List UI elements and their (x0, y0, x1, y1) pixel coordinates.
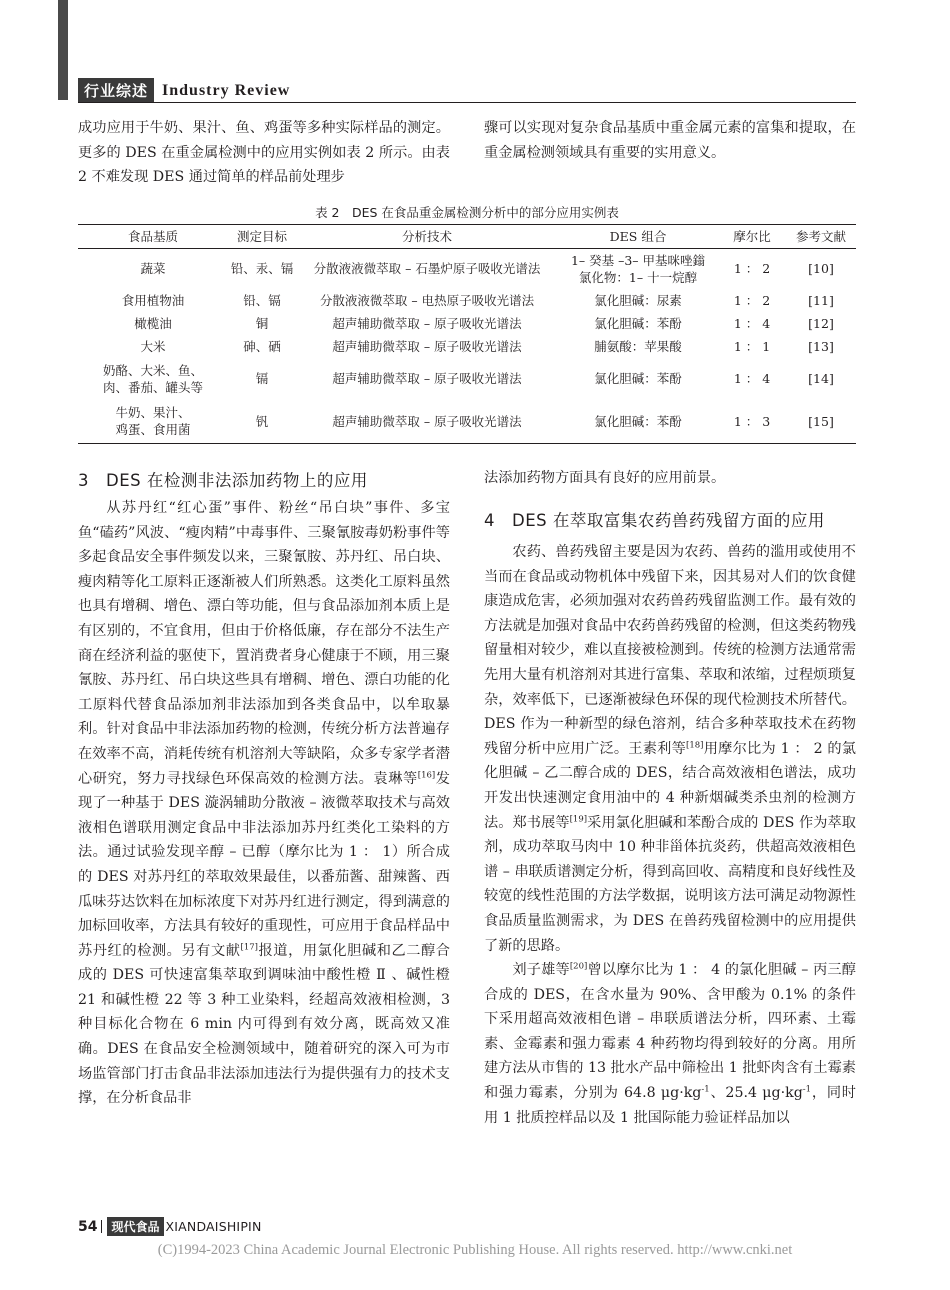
citation-16: [16] (417, 769, 436, 780)
journal-name-en: XIANDAISHIPIN (165, 1219, 262, 1234)
cell-ref: [11] (808, 292, 834, 308)
table-row (78, 358, 856, 400)
citation-19: [19] (569, 813, 588, 824)
cell-technique: 超声辅助微萃取 – 原子吸收光谱法 (332, 371, 522, 386)
cell-matrix: 奶酪、大米、鱼、 肉、番茄、罐头等 (102, 362, 203, 395)
cell-des: 脯氨酸：苹果酸 (594, 338, 682, 354)
des-application-table (78, 224, 856, 444)
col-header-target: 测定目标 (228, 225, 296, 249)
page-number: 54 (78, 1218, 98, 1235)
top-right-paragraph: 骤可以实现对复杂食品基质中重金属元素的富集和提取，在重金属检测领域具有重要的实用意义。 (484, 120, 856, 161)
cell-target: 砷、硒 (243, 338, 281, 354)
cell-target: 铅、汞、镉 (230, 261, 294, 277)
cell-ratio: 1 ： 2 (733, 292, 771, 308)
col-header-des: DES 组合 (558, 225, 718, 249)
cell-target: 铅、镉 (243, 292, 281, 308)
section-3-body (78, 496, 450, 1111)
cell-technique: 分散液液微萃取 – 电热原子吸收光谱法 (319, 292, 535, 308)
page-footer (78, 1217, 262, 1236)
table-header-row (78, 225, 856, 249)
section-3-paragraph: 从苏丹红“红心蛋”事件、粉丝“吊白块”事件、多宝鱼“磕药”风波、“瘦肉精”中毒事件、三聚氰胺毒奶粉事件等多起食品安全事件频发以来，三聚氰胺、苏丹红、吊白块、瘦肉精等化工原料正逐渐被人们所熟悉。这类化工原料虽然也具有增稠、增色、漂白等功能，但与食品添加剂本质上是有区别的，不宜食用，但由于价格低廉，存在部分不法生产商在经济利益的驱使下，置消费者身心健康于不顾，用三聚氰胺、苏丹红、吊白块这些具有增稠、增色、漂白功能的化工原料代替食品添加剂非法添加到各类食品中，以牟取暴利。针对食品中非法添加药物的检测，传统分析方法普遍存在效率不高，消耗传统有机溶剂大等缺陷，众多专家学者潜心研究，努力寻找绿色环保高效的检测方法。袁琳等[16]发现了一种基于 DES 漩涡辅助分散液 – 液微萃取技术与高效液相色谱联用测定食品中非法添加苏丹红类化工染料的方法。通过试验发现辛醇 – 已醇（摩尔比为 1 ： 1）所合成的 DES 对苏丹红的萃取效果最佳，以番茄酱、甜辣酱、西瓜味芬达饮料在加标浓度下对苏丹红进行测定，得到满意的加标回收率，方法具有较好的重现性，可应用于食品样品中苏丹红的检测。另有文献[17]报道，用氯化胆碱和乙二醇合成的 DES 可快速富集萃取到调味油中酸性橙 Ⅱ 、碱性橙 21 和碱性橙 22 等 3 种工业染料，经超高效液相检测，3 种目标化合物在 6 min 内可得到有效分离，既高效又准确。DES 在食品安全检测领域中，随着研究的深入可为市场监管部门打击食品非法添加违法行为提供强有力的技术支撑，在分析食品非 (78, 500, 450, 1107)
journal-name-cn: 现代食品 (107, 1217, 163, 1236)
table-title: 表 2 DES 在食品重金属检测分析中的部分应用实例表 (315, 205, 619, 220)
footer-divider (101, 1220, 102, 1233)
table-row (78, 335, 856, 358)
cell-des: 氯化胆碱：苯酚 (594, 371, 682, 386)
col-header-ratio: 摩尔比 (718, 225, 786, 249)
cell-ref: [10] (808, 261, 834, 277)
table-row (78, 312, 856, 335)
section-3-continuation: 法添加药物方面具有良好的应用前景。 (484, 470, 726, 486)
cell-ratio: 1 ： 4 (733, 315, 771, 331)
citation-20: [20] (569, 961, 588, 972)
left-margin-bar (58, 0, 68, 100)
cell-matrix: 牛奶、果汁、 鸡蛋、食用菌 (78, 400, 228, 444)
cell-matrix: 食用植物油 (121, 292, 185, 308)
section-4-paragraph-1: 农药、兽药残留主要是因为农药、兽药的滥用或使用不当而在食品或动物机体中残留下来，因其易对人们的饮食健康造成危害，必须加强对农药兽药残留监测工作。最有效的方法就是加强对食品中农药兽药残留的检测，但这类药物残留量相对较少，难以直接被检测到。传统的检测方法通常需先用大量有机溶剂对其进行富集、萃取和浓缩，过程烦琐复杂，效率低下，已逐渐被绿色环保的现代检测技术所替代。DES 作为一种新型的绿色溶剂，结合多种萃取技术在药物残留分析中应用广泛。王素利等[18]用摩尔比为 1 ： 2 的氯化胆碱 – 乙二醇合成的 DES，结合高效液相色谱法，成功开发出快速测定食用油中的 4 种新烟碱类杀虫剂的检测方法。郑书展等[19]采用氯化胆碱和苯酚合成的 DES 作为萃取剂，成功萃取马肉中 10 种非甾体抗炎药，供超高效液相色谱 – 串联质谱测定分析，得到高回收、高精度和良好线性及较宽的线性范围的方法学数据，说明该方法可满足动物源性食品质量监测需求，为 DES 在兽药残留检测中的应用提供了新的思路。 (484, 544, 856, 954)
cell-target: 铜 (255, 315, 269, 331)
header-rule (78, 102, 856, 103)
cell-technique: 超声辅助微萃取 – 原子吸收光谱法 (332, 315, 522, 331)
cell-des: 1– 癸基 –3– 甲基咪唑鎓 氯化物：1– 十一烷醇 (570, 252, 706, 285)
cell-ref: [14] (808, 371, 834, 386)
section-3-heading: 3 DES 在检测非法添加药物上的应用 (78, 471, 368, 490)
top-left-paragraph: 成功应用于牛奶、果汁、鱼、鸡蛋等多种实际样品的测定。更多的 DES 在重金属检测中的应用实例如表 2 所示。由表 2 不难发现 DES 通过简单的样品前处理步 (78, 120, 450, 186)
cell-technique: 超声辅助微萃取 – 原子吸收光谱法 (296, 400, 558, 444)
cell-ref: [13] (808, 338, 834, 354)
col-header-matrix: 食品基质 (78, 225, 228, 249)
col-header-ref: 参考文献 (786, 225, 856, 249)
section-label-en: Industry Review (162, 81, 291, 99)
col-header-technique: 分析技术 (296, 225, 558, 249)
table-row (78, 249, 856, 289)
table-row (78, 400, 856, 444)
section-4-paragraph-2: 刘子雄等[20]曾以摩尔比为 1 ： 4 的氯化胆碱 – 丙三醇合成的 DES，在含水量为 90%、含甲酸为 0.1% 的条件下采用超高效液相色谱 – 串联质谱法分析，四环素、土霉素、金霉素和强力霉素 4 种药物均得到较好的分离。用所建方法从市售的 13 批水产品中筛检出 1 批虾肉含有土霉素和强力霉素，分别为 64.8 $\mu g\cdot kg^{-1}$、25.4 $\mu g\cdot kg^{-1}$，同时用 1 批质控样品以及 1 批国际能力验证样品加以 (484, 961, 856, 1126)
cell-technique: 超声辅助微萃取 – 原子吸收光谱法 (332, 338, 522, 354)
section-4-heading: 4 DES 在萃取富集农药兽药残留方面的应用 (484, 511, 825, 530)
cell-matrix: 橄榄油 (134, 315, 172, 331)
cell-ratio: 1 ： 2 (733, 261, 771, 277)
running-header (78, 78, 290, 103)
cell-ratio: 1 ： 4 (733, 371, 771, 386)
section-label-cn: 行业综述 (78, 78, 154, 103)
table-row (78, 289, 856, 312)
cell-des: 氯化胆碱：苯酚 (594, 315, 682, 331)
cell-des: 氯化胆碱：苯酚 (558, 400, 718, 444)
cell-target: 镉 (255, 371, 269, 386)
cell-technique: 分散液液微萃取 – 石墨炉原子吸收光谱法 (313, 261, 541, 277)
cell-ratio: 1 ： 3 (718, 400, 786, 444)
cell-matrix: 大米 (140, 338, 166, 354)
cell-target: 钒 (228, 400, 296, 444)
copyright-notice: (C)1994-2023 China Academic Journal Electronic Publishing House. All rights reserved. http://www.cnki.net (157, 1242, 793, 1258)
citation-17: [17] (240, 941, 258, 952)
cell-ref: [15] (786, 400, 856, 444)
citation-18: [18] (686, 740, 704, 751)
cell-ref: [12] (808, 315, 834, 331)
cell-matrix: 蔬菜 (140, 261, 166, 277)
cell-ratio: 1 ： 1 (733, 338, 771, 354)
section-4-body (484, 540, 856, 1130)
cell-des: 氯化胆碱：尿素 (594, 292, 682, 308)
